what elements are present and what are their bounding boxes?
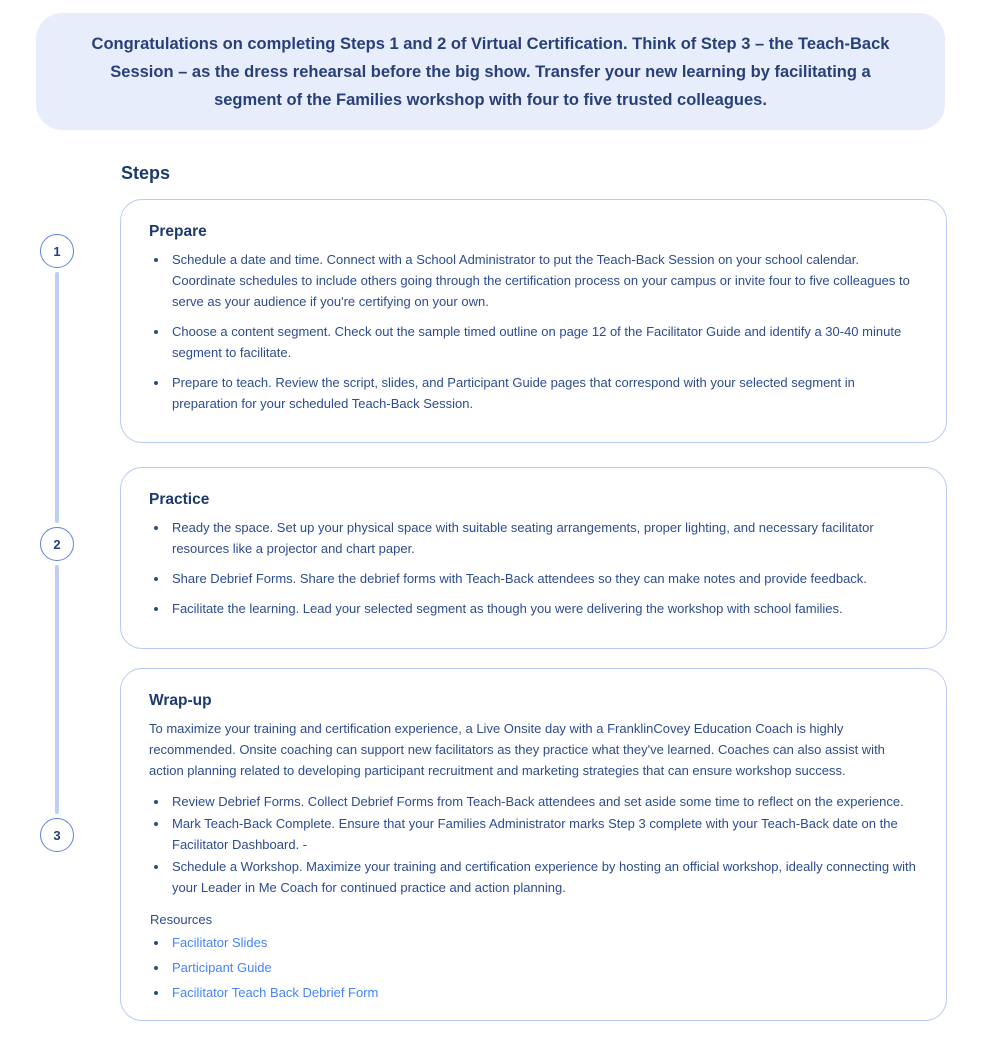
card-wrapup-bullet-list xyxy=(149,791,918,898)
list-item: • Choose a content segment. Check out the sample timed outline on page 12 of the Facilitator Guide and identify a 30-40 minute segment to facilitate. xyxy=(169,321,918,363)
step-1-number: 1 xyxy=(53,243,61,259)
resource-list xyxy=(149,933,918,1003)
card-prepare-bullet-list xyxy=(149,249,918,414)
card-wrapup-intro: To maximize your training and certification experience, a Live Onsite day with a FranklinCovey Education Coach is highly recommended. Onsite coaching can support new facilitators as they practice what they've learned. Coaches can also assist with action planning related to developing participant recruitment and marketing strategies that can ensure workshop success. xyxy=(149,721,885,778)
intro-banner-text: Congratulations on completing Steps 1 and 2 of Virtual Certification. Think of Step 3 – the Teach-Back Session – as the dress rehearsal before the big show. Transfer your new learning by facilitating a segment of the Families workshop with four to five trusted colleagues. xyxy=(91,34,890,109)
step-card-practice xyxy=(120,467,947,649)
list-item: • Review Debrief Forms. Collect Debrief Forms from Teach-Back attendees and set aside some time to reflect on the experience. xyxy=(169,791,918,812)
timeline-connector-2 xyxy=(55,565,59,814)
step-3-number: 3 xyxy=(53,827,61,843)
list-item: • Mark Teach-Back Complete. Ensure that your Families Administrator marks Step 3 complete with your Teach-Back date on the Facilitator Dashboard. - xyxy=(169,813,918,855)
list-item: • Prepare to teach. Review the script, slides, and Participant Guide pages that correspond with your selected segment in preparation for your scheduled Teach-Back Session. xyxy=(169,372,918,414)
card-practice-bullet-list xyxy=(149,517,918,619)
list-item: • Share Debrief Forms. Share the debrief forms with Teach-Back attendees so they can make notes and provide feedback. xyxy=(169,568,918,589)
step-2-number: 2 xyxy=(53,536,61,552)
card-practice-title: Practice xyxy=(149,491,210,508)
step-card-wrapup xyxy=(120,668,947,1021)
list-item: • Schedule a Workshop. Maximize your training and certification experience by hosting an official workshop, ideally connecting with your Leader in Me Coach for continued practice and action planning. xyxy=(169,856,918,898)
resource-link-teach-back-debrief-form[interactable]: Facilitator Teach Back Debrief Form xyxy=(172,985,379,1000)
list-item: • Facilitate the learning. Lead your selected segment as though you were delivering the workshop with school families. xyxy=(169,598,918,619)
list-item: • Ready the space. Set up your physical space with suitable seating arrangements, proper lighting, and necessary facilitator resources like a projector and chart paper. xyxy=(169,517,918,559)
list-item xyxy=(169,933,918,953)
steps-heading: Steps xyxy=(121,163,171,183)
step-card-prepare xyxy=(120,199,947,443)
resource-link-participant-guide[interactable]: Participant Guide xyxy=(172,960,272,975)
resources-label: Resources xyxy=(150,912,213,927)
list-item xyxy=(169,983,918,1003)
timeline-connector-1 xyxy=(55,272,59,523)
card-wrapup-title: Wrap-up xyxy=(149,692,212,709)
intro-banner xyxy=(36,13,945,130)
step-1-indicator xyxy=(40,234,74,268)
card-prepare-title: Prepare xyxy=(149,223,207,240)
step-2-indicator xyxy=(40,527,74,561)
step-3-indicator xyxy=(40,818,74,852)
list-item xyxy=(169,958,918,978)
list-item: • Schedule a date and time. Connect with a School Administrator to put the Teach-Back Session on your school calendar. Coordinate schedules to include others going through the certification process on your campus or invite four to five colleagues to serve as your audience if you're certifying on your own. xyxy=(169,249,918,312)
resource-link-facilitator-slides[interactable]: Facilitator Slides xyxy=(172,935,268,950)
